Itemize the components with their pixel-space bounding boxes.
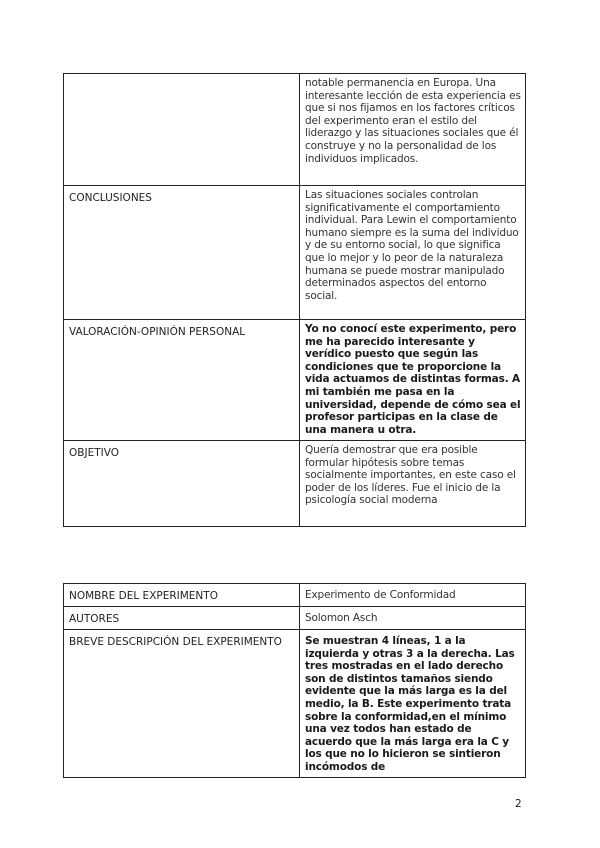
experiment-table-asch: [63, 583, 526, 778]
table-row: [64, 186, 526, 320]
row-content-autores: Solomon Asch: [300, 607, 526, 630]
table-row: [64, 74, 526, 186]
row-content-descripcion: Se muestran 4 líneas, 1 a la izquierda y otras 3 a la derecha. Las tres mostradas en el lado derecho son de distintos tamaños siendo evidente que la más larga es la del medio, la B. Este experimento trata sobre la conformidad,en el mínimo una vez todos han estado de acuerdo que la más larga era la C y los que no lo hicieron se sintieron incómodos de: [300, 630, 526, 778]
row-label-conclusiones: CONCLUSIONES: [64, 186, 300, 320]
row-content-valoracion: Yo no conocí este experimento, pero me ha parecido interesante y verídico puesto que según las condiciones que te proporcione la vida actuamos de distintas formas. A mi también me pasa en la universidad, depende de cómo sea el profesor participas en la clase de una manera u otra.: [300, 320, 526, 441]
row-label-nombre: NOMBRE DEL EXPERIMENTO: [64, 584, 300, 607]
row-label: [64, 74, 300, 186]
table-row: [64, 320, 526, 441]
table-row: [64, 584, 526, 607]
row-content-nombre: Experimento de Conformidad: [300, 584, 526, 607]
table-row: [64, 441, 526, 527]
row-label-descripcion: BREVE DESCRIPCIÓN DEL EXPERIMENTO: [64, 630, 300, 778]
row-label-valoracion: VALORACIÓN-OPINIÓN PERSONAL: [64, 320, 300, 441]
row-content-conclusiones: Las situaciones sociales controlan significativamente el comportamiento individual. Para Lewin el comportamiento humano siempre es la suma del individuo y de su entorno social, lo que significa que lo mejor y lo peor de la naturaleza humana se puede mostrar manipulado determinados aspectos del entorno social.: [300, 186, 526, 320]
row-label-objetivo: OBJETIVO: [64, 441, 300, 527]
row-label-autores: AUTORES: [64, 607, 300, 630]
row-content: notable permanencia en Europa. Una interesante lección de esta experiencia es que si nos fijamos en los factores críticos del experimento eran el estilo del liderazgo y las situaciones sociales que él construye y no la personalidad de los individuos implicados.: [300, 74, 526, 186]
page-number: 2: [515, 798, 522, 810]
experiment-table-continued: [63, 73, 526, 527]
row-content-objetivo: Quería demostrar que era posible formular hipótesis sobre temas socialmente importantes, en este caso el poder de los líderes. Fue el inicio de la psicología social moderna: [300, 441, 526, 527]
table-row: [64, 607, 526, 630]
table-row: [64, 630, 526, 778]
